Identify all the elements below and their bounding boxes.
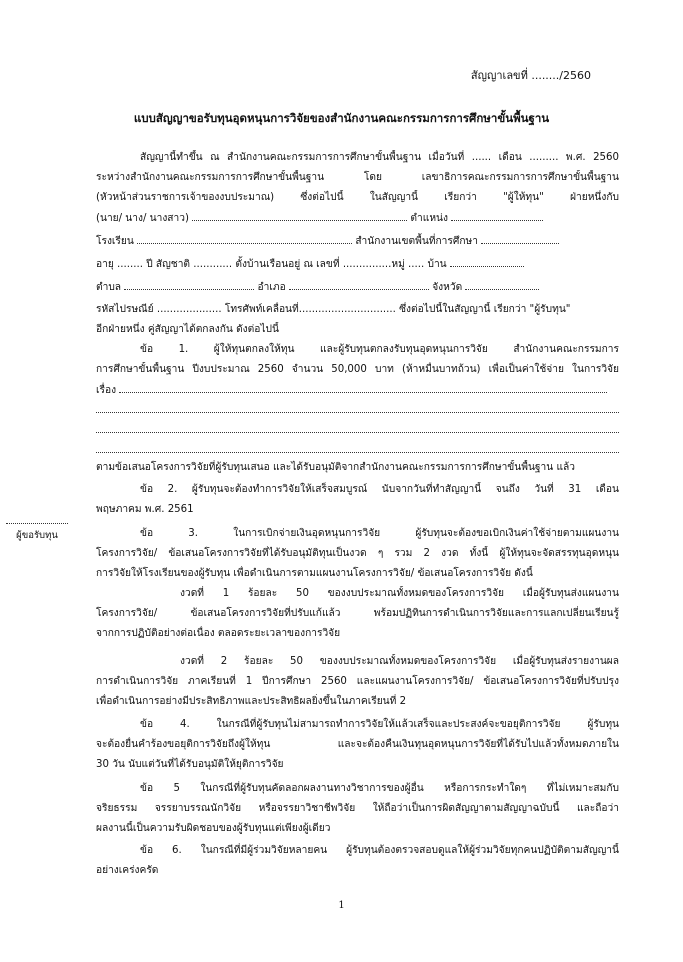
position-label: ตำแหน่ง — [410, 213, 448, 224]
research-title-label: เรื่อง — [96, 385, 117, 396]
clause-4-line-2: จะต้องยื่นคำร้องขอยุติการวิจัยถึงผู้ให้ทุน และจะต้องคืนเงินทุนอุดหนุนการวิจัยที่ได้รับไปแล้วทั้งหมดภายใน — [96, 739, 619, 750]
research-title-blank-line-2 — [96, 432, 619, 433]
clause-1-line-2: การศึกษาขั้นพื้นฐาน ปีงบประมาณ 2560 จำนวน 50,000 บาท (ห้าหมื่นบาทถ้วน) เพื่อเป็นค่าใช้จ่าย ในการวิจัย — [96, 364, 619, 375]
installment-2-line-2: การดำเนินการวิจัย ภาคเรียนที่ 1 ปีการศึกษา 2560 และแผนงานโครงการวิจัย/ ข้อเสนอโครงการวิจัยที่ปรับปรุง — [96, 676, 619, 687]
clause-5-line-1: ข้อ 5 ในกรณีที่ผู้รับทุนคัดลอกผลงานทางวิชาการของผู้อื่น หรือการกระทำใดๆ ที่ไม่เหมาะสมกับ — [140, 783, 619, 794]
school-label: โรงเรียน — [96, 236, 134, 247]
district-label: อำเภอ — [257, 282, 286, 293]
clause-1-line-4: ตามข้อเสนอโครงการวิจัยที่ผู้รับทุนเสนอ และได้รับอนุมัติจากสำนักงานคณะกรรมการการศึกษาขั้นพื้นฐาน แล้ว — [96, 462, 575, 473]
installment-1-line-3: จากการปฏิบัติอย่างต่อเนื่อง ตลอดระยะเวลาของการวิจัย — [96, 628, 341, 639]
installment-2-line-3: เพื่อดำเนินการอย่างมีประสิทธิภาพและประสิทธิผลยิ่งขึ้นในภาคเรียนที่ 2 — [96, 696, 407, 707]
preamble-line-7 — [96, 279, 619, 295]
district-office-label: สำนักงานเขตพื้นที่การศึกษา — [355, 236, 478, 247]
document-title: แบบสัญญาขอรับทุนอุดหนุนการวิจัยของสำนักงานคณะกรรมการการศึกษาขั้นพื้นฐาน — [133, 111, 550, 125]
name-label: (นาย/ นาง/ นางสาว) — [96, 213, 189, 224]
preamble-line-9: อีกฝ่ายหนึ่ง คู่สัญญาได้ตกลงกัน ดังต่อไปนี้ — [96, 324, 279, 335]
preamble-line-2: ระหว่างสำนักงานคณะกรรมการการศึกษาขั้นพื้นฐาน โดย เลขาธิการคณะกรรมการการศึกษาขั้นพื้นฐาน — [96, 172, 619, 183]
margin-signature-line — [6, 523, 68, 524]
name-fill-line — [192, 210, 407, 221]
installment-2-line-1: งวดที่ 2 ร้อยละ 50 ของงบประมาณทั้งหมดของโครงการวิจัย เมื่อผู้รับทุนส่งรายงานผล — [180, 656, 619, 667]
clause-3-line-3: การวิจัยให้โรงเรียนของผู้รับทุน เพื่อดำเนินการตามแผนงานโครงการวิจัย/ ข้อเสนอโครงการวิจัย ดังนี้ — [96, 568, 533, 579]
preamble-line-4 — [96, 210, 619, 226]
research-title-blank-line-3 — [96, 452, 619, 453]
district-fill-line — [289, 279, 429, 290]
preamble-line-8 — [96, 302, 619, 318]
subdistrict-fill-line — [124, 279, 254, 290]
contract-number: สัญญาเลขที่ ......../2560 — [470, 69, 591, 82]
clause-6-line-1: ข้อ 6. ในกรณีที่มีผู้ร่วมวิจัยหลายคน ผู้รับทุนต้องตรวจสอบดูแลให้ผู้ร่วมวิจัยทุกคนปฏิบัติตามสัญญานี้ — [140, 845, 619, 856]
installment-1-line-1: งวดที่ 1 ร้อยละ 50 ของงบประมาณทั้งหมดของโครงการวิจัย เมื่อผู้รับทุนส่งแผนงาน — [180, 588, 619, 599]
province-label: จังหวัด — [432, 282, 463, 293]
district-office-fill-line — [481, 233, 559, 244]
clause-5-line-3: ผลงานนี้เป็นความรับผิดชอบของผู้รับทุนแต่เพียงผู้เดียว — [96, 823, 331, 834]
preamble-line-1: สัญญานี้ทำขึ้น ณ สำนักงานคณะกรรมการการศึกษาขั้นพื้นฐาน เมื่อวันที่ ...... เดือน ......... พ.ศ. 2560 — [140, 152, 619, 163]
province-fill-line — [465, 279, 539, 290]
clause-3-line-1: ข้อ 3. ในการเบิกจ่ายเงินอุดหนุนการวิจัย ผู้รับทุนจะต้องขอเบิกเงินค่าใช้จ่ายตามแผนงาน — [140, 528, 619, 539]
position-fill-line — [451, 210, 543, 221]
clause-5-line-2: จริยธรรม จรรยาบรรณนักวิจัย หรือจรรยาวิชาชีพวิจัย ให้ถือว่าเป็นการผิดสัญญาตามสัญญาฉบับนี้ และถือว่า — [96, 803, 619, 814]
preamble-line-5 — [96, 233, 619, 249]
page-number: 1 — [338, 900, 345, 911]
clause-6-line-2: อย่างเคร่งครัด — [96, 865, 159, 876]
installment-1-line-2: โครงการวิจัย/ ข้อเสนอโครงการวิจัยที่ปรับแก้แล้ว พร้อมปฏิทินการดำเนินการวิจัยและการแลกเปลี่ยนเรียนรู้ — [96, 608, 619, 619]
clause-1-line-3 — [96, 382, 619, 398]
school-fill-line — [137, 233, 352, 244]
margin-signature — [6, 523, 68, 543]
village-fill-line — [450, 256, 524, 267]
research-title-fill-line — [119, 382, 607, 393]
clause-4-line-3: 30 วัน นับแต่วันที่ได้รับอนุมัติให้ยุติการวิจัย — [96, 759, 284, 770]
research-title-blank-line-1 — [96, 412, 619, 413]
preamble-line-6 — [96, 256, 619, 272]
grantee-definition: ซึ่งต่อไปนี้ในสัญญานี้ เรียกว่า "ผู้รับทุน" — [399, 304, 571, 315]
clause-2-line-2: พฤษภาคม พ.ศ. 2561 — [96, 504, 194, 515]
margin-signer-label: ผู้ขอรับทุน — [16, 530, 58, 541]
preamble-line-3: (หัวหน้าส่วนราชการเจ้าของงบประมาณ) ซึ่งต่อไปนี้ ในสัญญานี้ เรียกว่า "ผู้ให้ทุน" ฝ่ายหนึ่งกับ — [96, 192, 619, 203]
age-address-label: อายุ ........ ปี สัญชาติ ............ ตั้งบ้านเรือนอยู่ ณ เลขที่ ...............หมู่ ..... บ้าน — [96, 259, 447, 270]
clause-2-line-1: ข้อ 2. ผู้รับทุนจะต้องทำการวิจัยให้เสร็จสมบูรณ์ นับจากวันที่ทำสัญญานี้ จนถึง วันที่ 31 เดือน — [140, 484, 619, 495]
clause-1-line-1: ข้อ 1. ผู้ให้ทุนตกลงให้ทุน และผู้รับทุนตกลงรับทุนอุดหนุนการวิจัย สำนักงานคณะกรรมการ — [140, 344, 619, 355]
postcode-phone-label: รหัสไปรษณีย์ .................... โทรศัพท์เคลื่อนที่.............................. — [96, 304, 396, 315]
subdistrict-label: ตำบล — [96, 282, 122, 293]
clause-3-line-2: โครงการวิจัย/ ข้อเสนอโครงการวิจัยที่ได้รับอนุมัติทุนเป็นงวด ๆ รวม 2 งวด ทั้งนี้ ผู้ให้ทุนจะจัดสรรทุนอุดหนุน — [96, 548, 619, 559]
clause-4-line-1: ข้อ 4. ในกรณีที่ผู้รับทุนไม่สามารถทำการวิจัยให้แล้วเสร็จและประสงค์จะขอยุติการวิจัย ผู้รับทุน — [140, 719, 619, 730]
